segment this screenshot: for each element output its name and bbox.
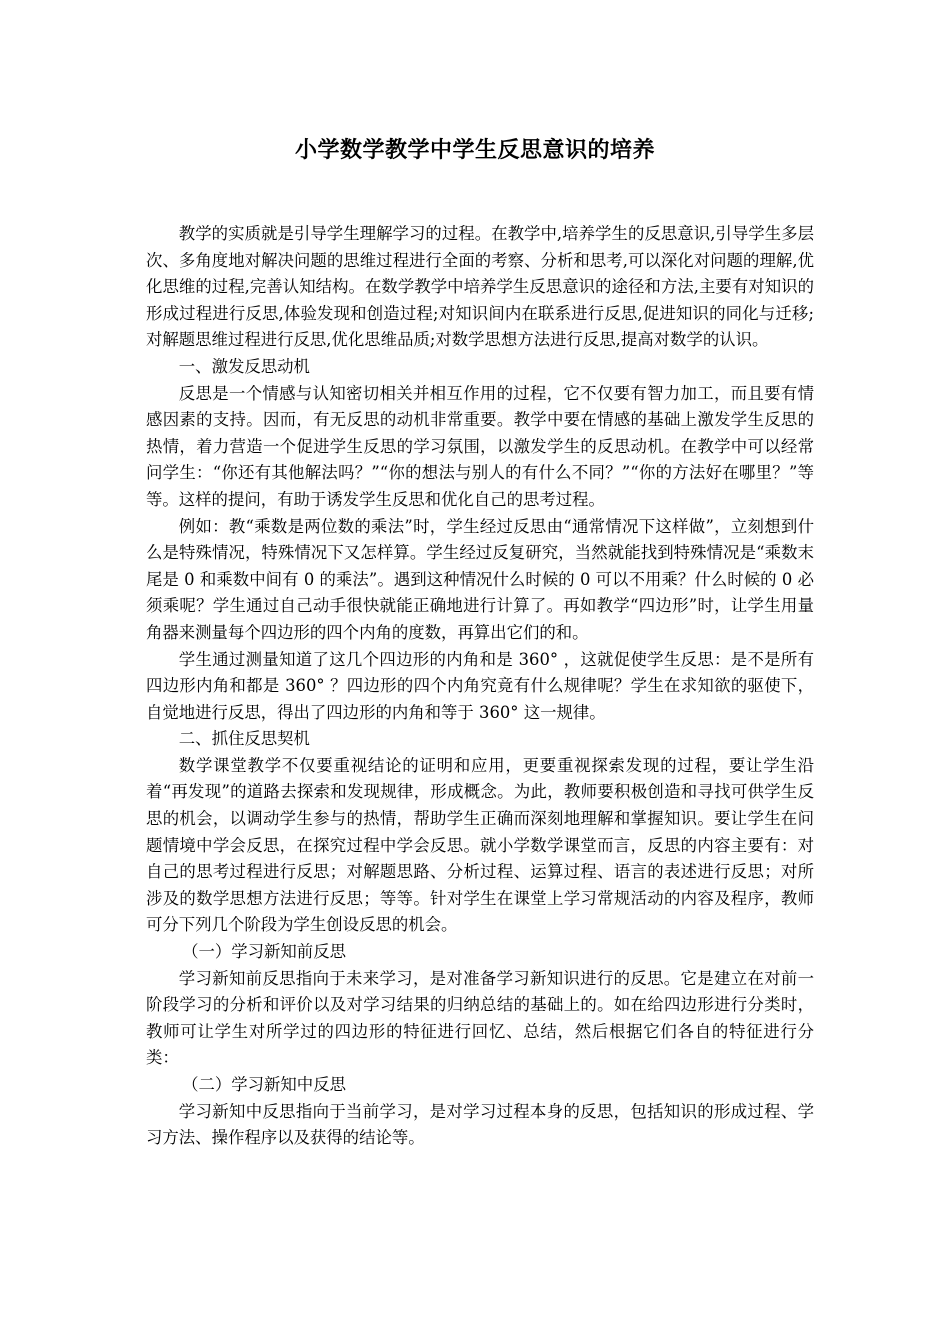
paragraph: 数学课堂教学不仅要重视结论的证明和应用，更要重视探索发现的过程，要让学生沿着“再发现”的道路去探索和发现规律，形成概念。为此，教师要积极创造和寻找可供学生反思的机会，以调动学生参与的热情，帮助学生正确而深刻地理解和掌握知识。要让学生在问题情境中学会反思，在探究过程中学会反思。就小学数学课堂而言，反思的内容主要有：对自己的思考过程进行反思；对解题思路、分析过程、运算过程、语言的表述进行反思；对所涉及的数学思想方法进行反思；等等。针对学生在课堂上学习常规活动的内容及程序，教师可分下列几个阶段为学生创设反思的机会。 bbox=[146, 755, 814, 935]
subsection-heading-2: （二）学习新知中反思 bbox=[182, 1075, 346, 1094]
paragraph: 反思是一个情感与认知密切相关并相互作用的过程，它不仅要有智力加工，而且要有情感因素的支持。因而，有无反思的动机非常重要。教学中要在情感的基础上激发学生反思的热情，着力营造一个促进学生反思的学习氛围，以激发学生的反思动机。在教学中可以经常问学生：“你还有其他解法吗？”“你的想法与别人的有什么不同？”“你的方法好在哪里？”等等。这样的提问，有助于诱发学生反思和优化自己的思考过程。 bbox=[146, 383, 814, 509]
paragraph: 例如：教“乘数是两位数的乘法”时，学生经过反思由“通常情况下这样做”，立刻想到什么是特殊情况，特殊情况下又怎样算。学生经过反复研究，当然就能找到特殊情况是“乘数末尾是 0 和乘数中间有 0 的乘法”。遇到这种情况什么时候的 0 可以不用乘？什么时候的 0 必须乘呢？学生通过自己动手很快就能正确地进行计算了。再如教学“四边形”时，让学生用量角器来测量每个四边形的四个内角的度数，再算出它们的和。 bbox=[146, 516, 814, 642]
paragraph: 学习新知中反思指向于当前学习，是对学习过程本身的反思，包括知识的形成过程、学习方法、操作程序以及获得的结论等。 bbox=[146, 1101, 814, 1148]
document-title: 小学数学教学中学生反思意识的培养 bbox=[294, 137, 655, 163]
paragraph: 学习新知前反思指向于未来学习，是对准备学习新知识进行的反思。它是建立在对前一阶段学习的分析和评价以及对学习结果的归纳总结的基础上的。如在给四边形进行分类时，教师可让学生对所学过的四边形的特征进行回忆、总结，然后根据它们各自的特征进行分类： bbox=[146, 968, 814, 1068]
paragraph-intro: 教学的实质就是引导学生理解学习的过程。在教学中,培养学生的反思意识,引导学生多层次、多角度地对解决问题的思维过程进行全面的考察、分析和思考,可以深化对问题的理解,优化思维的过程,完善认知结构。在数学教学中培养学生反思意识的途径和方法,主要有对知识的形成过程进行反思,体验发现和创造过程;对知识间内在联系进行反思,促进知识的同化与迁移;对解题思维过程进行反思,优化思维品质;对数学思想方法进行反思,提高对数学的认识。 bbox=[146, 224, 814, 350]
section-heading-2: 二、抓住反思契机 bbox=[178, 729, 310, 749]
paragraph: 学生通过测量知道了这几个四边形的内角和是 360° ，这就促使学生反思：是不是所有四边形内角和都是 360° ？四边形的四个内角究竟有什么规律呢？学生在求知欲的驱使下，自觉地进行反思，得出了四边形的内角和等于 360° 这一规律。 bbox=[146, 649, 814, 722]
document-body bbox=[146, 221, 814, 1152]
section-heading-1: 一、激发反思动机 bbox=[178, 356, 310, 376]
subsection-heading-1: （一）学习新知前反思 bbox=[182, 942, 346, 962]
